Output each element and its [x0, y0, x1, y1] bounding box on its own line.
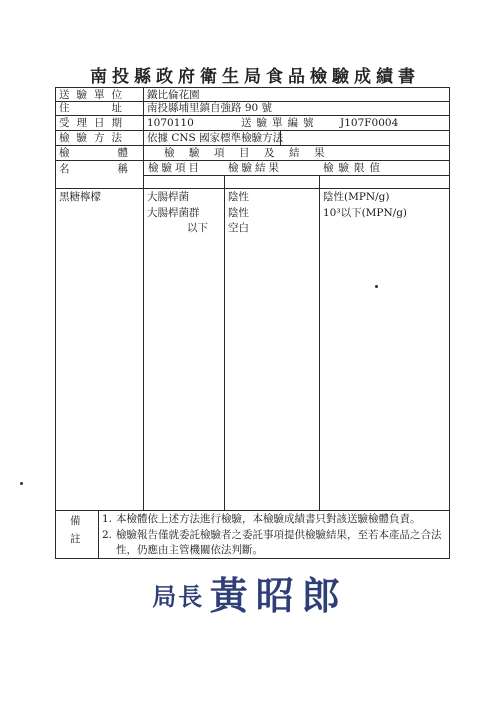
row-item: 大腸桿菌群 [147, 207, 200, 219]
specimen-label-top: 檢 體 [59, 147, 137, 159]
sheet-no-label: 送驗單編號 [241, 117, 319, 129]
row-limit: 10³以下(MPN/g) [323, 207, 408, 219]
sender-value: 鐵比倫花園 [147, 89, 200, 101]
remarks-label-top: 備 [70, 515, 81, 527]
results-header: 檢 驗 項 目 及 結 果 [164, 147, 327, 159]
specimen-label-bottom: 名 稱 [59, 163, 137, 175]
ink-dot [20, 482, 23, 485]
trail-item: 以下 [187, 222, 208, 234]
row-result: 陰性 [228, 207, 249, 219]
date-value: 1070110 [147, 117, 194, 129]
remarks-label-bottom: 註 [70, 533, 81, 545]
report-table [55, 87, 450, 559]
remark-number: 2. [102, 529, 113, 541]
director-title: 局長 [152, 582, 205, 611]
method-value: 依據 CNS 國家標準檢驗方法 [147, 132, 284, 144]
address-value: 南投縣埔里鎮自強路 90 號 [147, 102, 273, 114]
director-name: 黃昭郎 [209, 573, 348, 618]
sheet-no-value: J107F0004 [340, 117, 399, 129]
row-item: 大腸桿菌 [147, 191, 189, 203]
col-item-header: 檢驗項目 [148, 162, 202, 174]
method-label: 檢驗方法 [59, 132, 129, 144]
remark-text: 本檢體依上述方法進行檢驗，本檢驗成績書只對該送驗檢體負責。 [116, 513, 421, 525]
row-result: 陰性 [228, 191, 249, 203]
remark-text: 檢驗報告僅就委託檢驗者之委託事項提供檢驗結果，至若本產品之合法性，仍應由主管機關依法判斷。 [116, 529, 442, 556]
director-signature-stamp [0, 565, 500, 620]
document-title: 南投縣政府衛生局食品檢驗成績書 [90, 67, 420, 87]
trail-result: 空白 [228, 222, 249, 234]
address-label: 住 址 [59, 102, 129, 114]
remark-number: 1. [102, 513, 113, 525]
specimen-name: 黑糖檸檬 [59, 191, 101, 203]
ink-dot [375, 285, 378, 288]
col-result-header: 檢驗結果 [228, 162, 282, 174]
col-limit-header: 檢驗限值 [323, 162, 385, 174]
row-limit: 陰性(MPN/g) [323, 191, 390, 203]
date-label: 受理日期 [59, 117, 129, 129]
sender-label: 送驗單位 [59, 89, 129, 101]
